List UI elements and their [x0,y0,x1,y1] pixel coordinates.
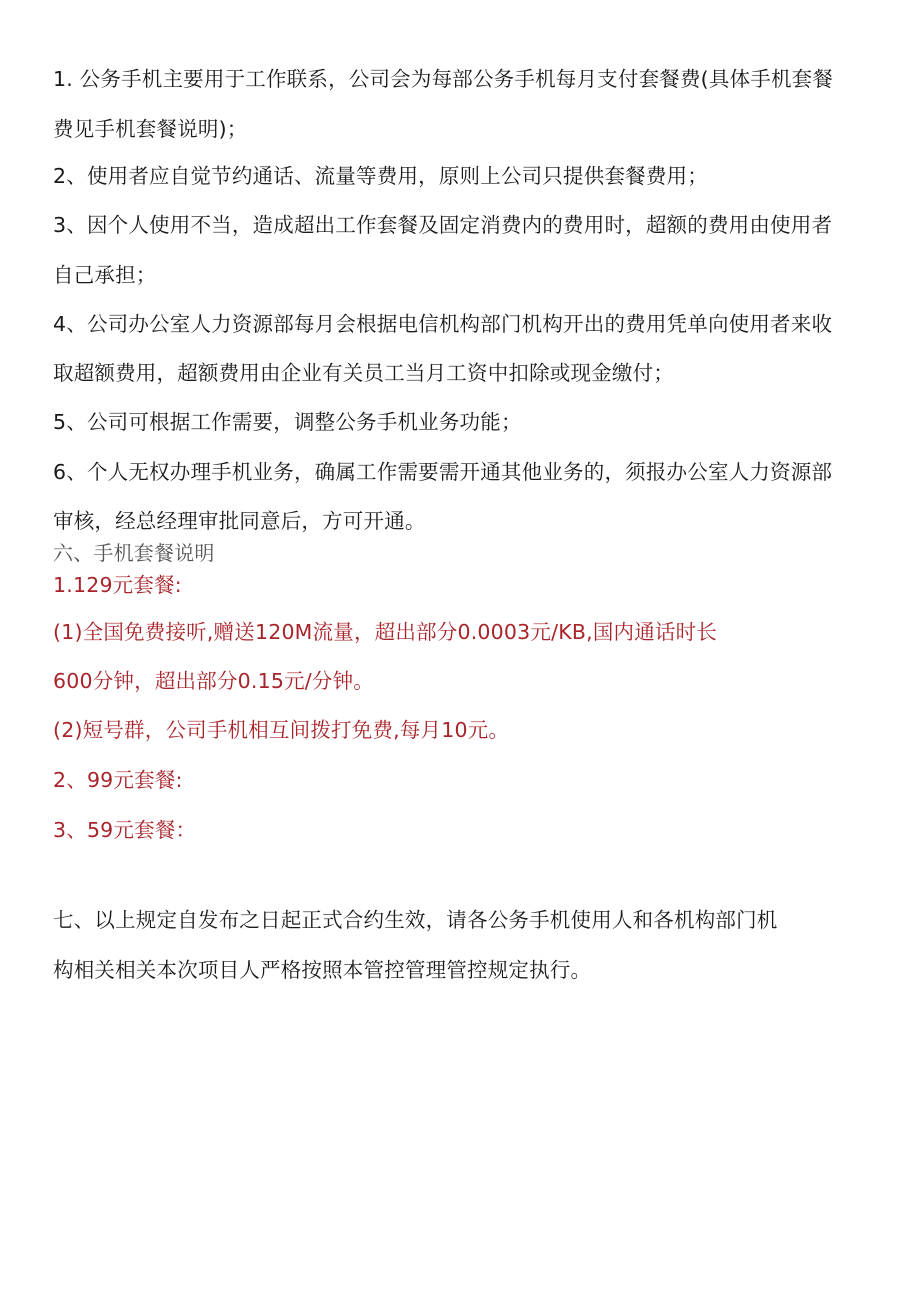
rule-4-line-2: 取超额费用，超额费用由企业有关员工当月工资中扣除或现金缴付； [53,361,674,385]
section-seven-line-1: 七、以上规定自发布之日起正式合约生效，请各公务手机使用人和各机构部门机 [53,908,778,932]
section-seven-line-2: 构相关相关本次项目人严格按照本管控管理管控规定执行。 [53,958,592,982]
rule-1-line-2: 费见手机套餐说明)； [53,117,248,141]
rule-6-line-1: 6、个人无权办理手机业务，确属工作需要需开通其他业务的，须报办公室人力资源部 [53,460,833,484]
section-six-title: 六、手机套餐说明 [53,541,215,565]
rule-3-line-1: 3、因个人使用不当，造成超出工作套餐及固定消费内的费用时，超额的费用由使用者 [53,213,833,237]
rule-6-line-2: 审核，经总经理审批同意后，方可开通。 [53,509,426,533]
plan-129-item-1-line-2: 600分钟，超出部分0.15元/分钟。 [53,669,374,693]
plan-129-title: 1.129元套餐: [53,573,182,597]
rule-4-line-1: 4、公司办公室人力资源部每月会根据电信机构部门机构开出的费用凭单向使用者来收 [53,312,833,336]
plan-99-title: 2、99元套餐: [53,768,183,792]
plan-129-item-1-line-1: (1)全国免费接听,赠送120M流量，超出部分0.0003元/KB,国内通话时长 [53,620,718,644]
plan-129-item-2: (2)短号群，公司手机相互间拨打免费,每月10元。 [53,718,510,742]
rule-3-line-2: 自己承担； [53,263,157,287]
rule-2: 2、使用者应自觉节约通话、流量等费用，原则上公司只提供套餐费用； [53,164,708,188]
plan-59-title: 3、59元套餐： [53,818,197,842]
rule-1-line-1: 1. 公务手机主要用于工作联系，公司会为每部公务手机每月支付套餐费(具体手机套餐 [53,67,834,91]
rule-5: 5、公司可根据工作需要，调整公务手机业务功能； [53,410,522,434]
